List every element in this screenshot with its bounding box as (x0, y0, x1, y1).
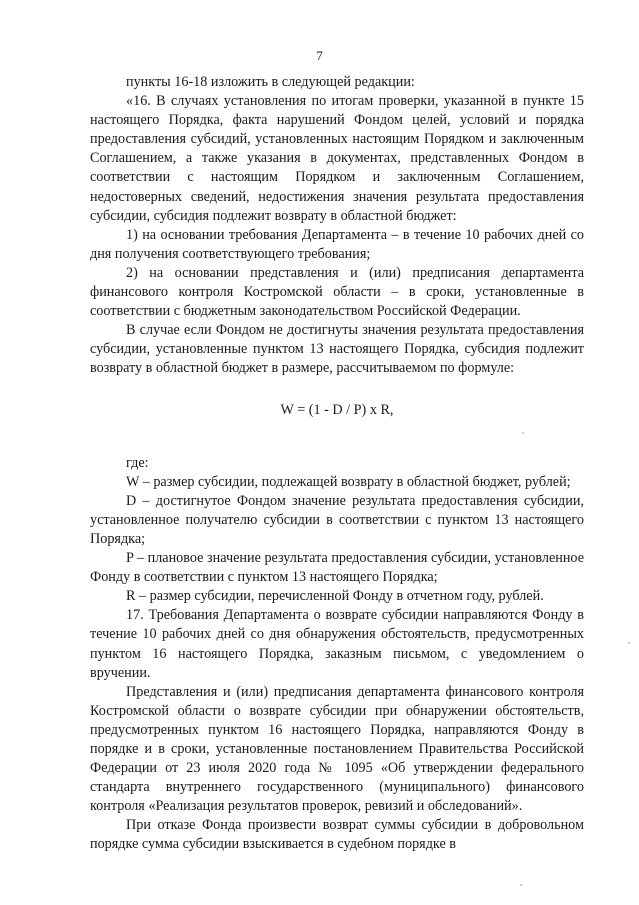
scan-speck (520, 884, 522, 886)
definition-w: W – размер субсидии, подлежащей возврату в областной бюджет, рублей; (126, 473, 571, 490)
scan-speck (522, 432, 524, 434)
page-number: 7 (316, 48, 323, 63)
intro-paragraph: пункты 16-18 изложить в следующей редакции: (126, 74, 415, 90)
where-label: где: (126, 454, 149, 471)
paragraph-not-achieved: В случае если Фондом не достигнуты значения результата предоставления субсидии, установленные пунктом 13 настоящего Порядка, субсидия подлежит возврату в областной бюджет в размере, рассчитываемом по формуле: (90, 322, 584, 377)
list-item-2: 2) на основании представления и (или) предписания департамента финансового контроля Костромской области – в сроки, установленные в соответствии с бюджетным законодательством Российской Федерации. (90, 264, 584, 320)
definition-p: P – плановое значение результата предоставления субсидии, установленное Фонду в соответствии с пунктом 13 настоящего Порядка; (90, 550, 584, 586)
definition-r: R – размер субсидии, перечисленной Фонду в отчетном году, рублей. (126, 588, 544, 605)
scan-speck (628, 642, 630, 644)
paragraph-16: «16. В случаях установления по итогам проверки, указанной в пункте 15 настоящего Порядка, факта нарушений Фондом целей, условий и порядка предоставления субсидий, установленных настоящим Порядком и заключенным Соглашением, а также указания в документах, представленных Фондом в соответствии с настоящим Порядком и заключенным Соглашением, недостоверных сведений, недостижения значения результата предоставления субсидии, субсидия подлежит возврату в областной бюджет: (90, 93, 584, 224)
definition-d: D – достигнутое Фондом значение результата предоставления субсидии, установленное получателю субсидии в соответствии с пунктом 13 настоящего Порядка; (90, 492, 584, 547)
paragraph-17-representations: Представления и (или) предписания департамента финансового контроля Костромской области о возврате субсидии при обнаружении обстоятельств, предусмотренных пунктом 16 настоящего Порядка, направляются Фонду в порядке и в сроки, установленные постановлением Правительства Российской Федерации от 23 июля 2020 года № 1095 «Об утверждении федерального стандарта внутреннего государственного (муниципального) финансового контроля «Реализация результатов проверок, ревизий и обследований». (90, 683, 584, 815)
paragraph-17-refusal: При отказе Фонда произвести возврат суммы субсидии в добровольном порядке сумма субсидии взыскивается в судебном порядке в (90, 817, 584, 853)
list-item-1: 1) на основании требования Департамента – в течение 10 рабочих дней со дня получения соответствующего требования; (90, 226, 584, 262)
formula: W = (1 - D / P) x R, (280, 401, 394, 418)
paragraph-17: 17. Требования Департамента о возврате субсидии направляются Фонду в течение 10 рабочих дней со дня обнаружения обстоятельств, предусмотренных пунктом 16 настоящего Порядка, заказным письмом, с уведомлением о вручении. (90, 607, 584, 681)
document-body (90, 73, 584, 855)
